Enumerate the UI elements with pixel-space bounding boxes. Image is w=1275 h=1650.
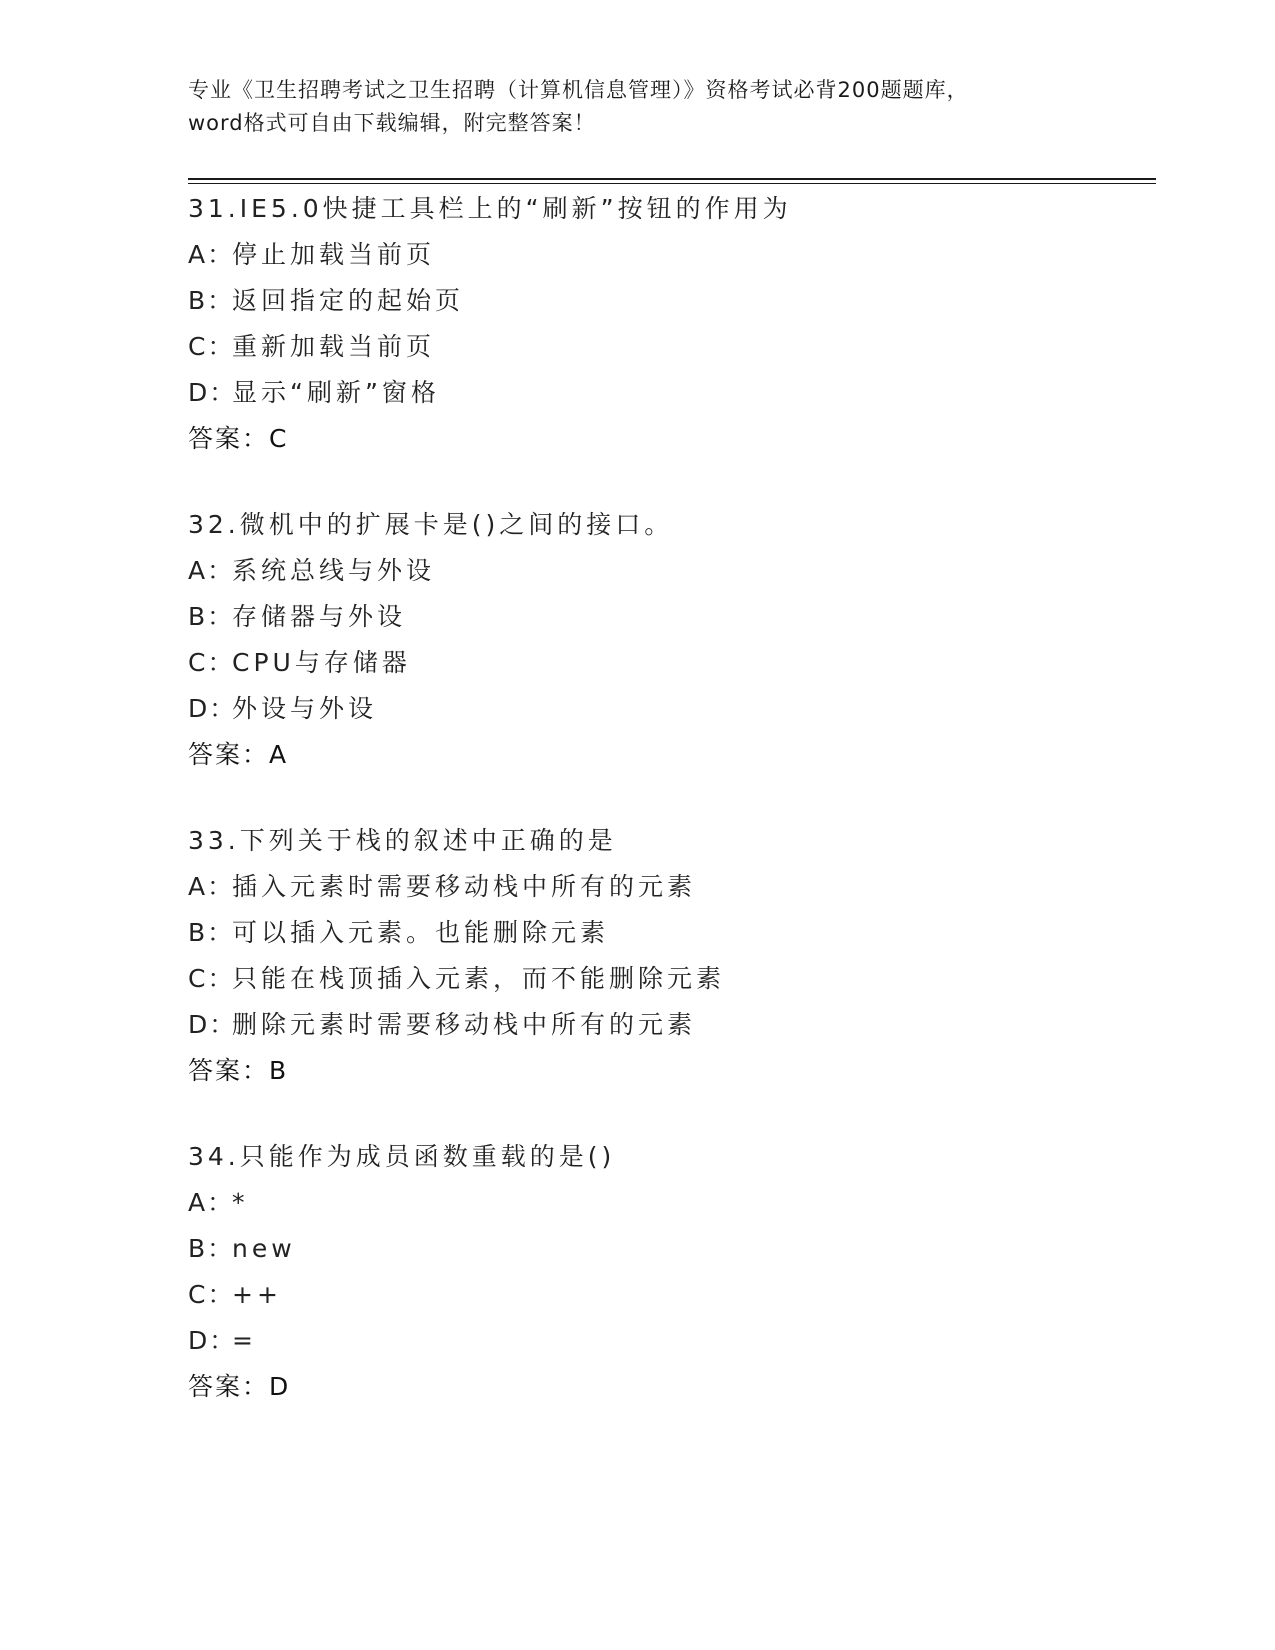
option-key: A：: [188, 872, 235, 901]
option-text: 系统总线与外设: [232, 556, 436, 585]
question-stem: 31.IE5.0快捷工具栏上的“刷新”按钮的作用为: [188, 194, 792, 223]
header-line-2: word格式可自由下载编辑，附完整答案！: [188, 111, 596, 135]
option-text: 停止加载当前页: [232, 240, 436, 269]
document-header: [188, 74, 1088, 140]
option-b: [188, 1226, 1148, 1272]
question-stem: 32.微机中的扩展卡是()之间的接口。: [188, 510, 674, 539]
option-key: A：: [188, 240, 235, 269]
option-key: B：: [188, 286, 235, 315]
option-key: B：: [188, 1234, 235, 1263]
header-divider-thick: [188, 178, 1156, 180]
option-text: 显示“刷新”窗格: [232, 378, 440, 407]
option-text: 存储器与外设: [232, 602, 407, 631]
option-b: [188, 910, 1148, 956]
answer-line: 答案：A: [188, 740, 289, 769]
option-b: [188, 594, 1148, 640]
option-key: C：: [188, 964, 235, 993]
question-block: [188, 818, 1148, 1094]
option-key: D：: [188, 1326, 237, 1355]
option-key: C：: [188, 1280, 235, 1309]
option-a: [188, 232, 1148, 278]
option-text: 只能在栈顶插入元素，而不能删除元素: [232, 964, 726, 993]
option-text: *: [232, 1188, 249, 1217]
option-d: [188, 1002, 1148, 1048]
answer-line: 答案：B: [188, 1056, 289, 1085]
option-c: [188, 956, 1148, 1002]
option-text: ++: [232, 1280, 282, 1309]
option-key: C：: [188, 332, 235, 361]
option-key: B：: [188, 602, 235, 631]
question-block: [188, 1134, 1148, 1410]
option-text: 返回指定的起始页: [232, 286, 465, 315]
option-d: [188, 686, 1148, 732]
option-key: A：: [188, 1188, 235, 1217]
option-c: [188, 640, 1148, 686]
option-c: [188, 1272, 1148, 1318]
answer-line: 答案：C: [188, 424, 289, 453]
option-text: 插入元素时需要移动栈中所有的元素: [232, 872, 697, 901]
option-key: D：: [188, 378, 237, 407]
option-a: [188, 1180, 1148, 1226]
option-text: 外设与外设: [232, 694, 378, 723]
option-key: B：: [188, 918, 235, 947]
option-key: C：: [188, 648, 235, 677]
option-text: 重新加载当前页: [232, 332, 436, 361]
option-key: D：: [188, 1010, 237, 1039]
option-text: =: [232, 1326, 257, 1355]
option-text: 删除元素时需要移动栈中所有的元素: [232, 1010, 697, 1039]
option-key: A：: [188, 556, 235, 585]
question-block: [188, 502, 1148, 778]
question-stem: 34.只能作为成员函数重载的是(): [188, 1142, 616, 1171]
option-key: D：: [188, 694, 237, 723]
question-block: [188, 186, 1148, 462]
answer-line: 答案：D: [188, 1372, 291, 1401]
option-a: [188, 548, 1148, 594]
option-text: new: [232, 1234, 296, 1263]
header-divider-thin: [188, 183, 1156, 184]
option-text: CPU与存储器: [232, 648, 411, 677]
option-d: [188, 370, 1148, 416]
header-line-1: 专业《卫生招聘考试之卫生招聘（计算机信息管理）》资格考试必背200题题库，: [188, 78, 969, 102]
option-c: [188, 324, 1148, 370]
option-d: [188, 1318, 1148, 1364]
option-b: [188, 278, 1148, 324]
option-a: [188, 864, 1148, 910]
question-stem: 33.下列关于栈的叙述中正确的是: [188, 826, 617, 855]
option-text: 可以插入元素。也能删除元素: [232, 918, 610, 947]
